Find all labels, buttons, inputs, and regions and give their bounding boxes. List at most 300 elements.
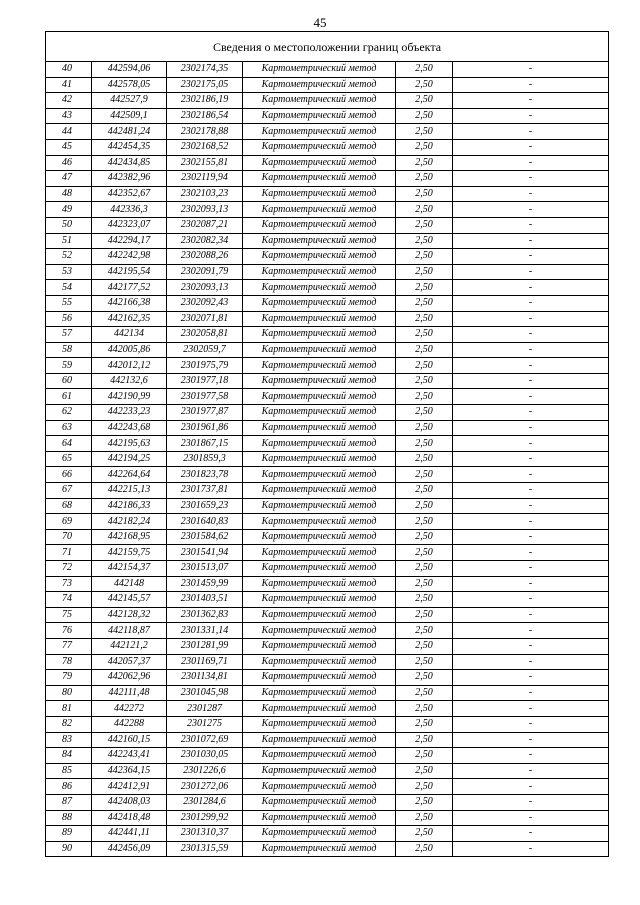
method-cell: Картометрический метод: [243, 389, 396, 405]
coord-x-cell: 442159,75: [92, 545, 167, 561]
point-number-cell: 41: [46, 77, 92, 93]
coord-y-cell: 2302168,52: [167, 139, 243, 155]
description-cell: -: [453, 561, 609, 577]
coord-y-cell: 2301272,06: [167, 779, 243, 795]
table-row: [46, 685, 609, 701]
table-row: [46, 794, 609, 810]
method-cell: Картометрический метод: [243, 358, 396, 374]
accuracy-cell: 2,50: [396, 763, 453, 779]
coordinates-table: [45, 31, 609, 857]
description-cell: -: [453, 358, 609, 374]
coord-x-cell: 442005,86: [92, 342, 167, 358]
point-number-cell: 79: [46, 670, 92, 686]
coord-x-cell: 442441,11: [92, 826, 167, 842]
accuracy-cell: 2,50: [396, 467, 453, 483]
point-number-cell: 72: [46, 561, 92, 577]
coord-y-cell: 2301299,92: [167, 810, 243, 826]
point-number-cell: 55: [46, 295, 92, 311]
table-row: [46, 233, 609, 249]
coord-x-cell: 442481,24: [92, 124, 167, 140]
method-cell: Картометрический метод: [243, 249, 396, 265]
point-number-cell: 54: [46, 280, 92, 296]
point-number-cell: 64: [46, 436, 92, 452]
table-row: [46, 451, 609, 467]
accuracy-cell: 2,50: [396, 295, 453, 311]
description-cell: -: [453, 202, 609, 218]
coord-y-cell: 2301859,3: [167, 451, 243, 467]
coord-y-cell: 2301459,99: [167, 576, 243, 592]
method-cell: Картометрический метод: [243, 373, 396, 389]
accuracy-cell: 2,50: [396, 779, 453, 795]
table-row: [46, 763, 609, 779]
description-cell: -: [453, 311, 609, 327]
coord-y-cell: 2301541,94: [167, 545, 243, 561]
coord-y-cell: 2301867,15: [167, 436, 243, 452]
coord-x-cell: 442062,96: [92, 670, 167, 686]
accuracy-cell: 2,50: [396, 701, 453, 717]
table-row: [46, 108, 609, 124]
method-cell: Картометрический метод: [243, 607, 396, 623]
method-cell: Картометрический метод: [243, 654, 396, 670]
table-row: [46, 732, 609, 748]
method-cell: Картометрический метод: [243, 233, 396, 249]
table-row: [46, 545, 609, 561]
coord-x-cell: 442195,63: [92, 436, 167, 452]
coord-y-cell: 2302058,81: [167, 327, 243, 343]
coord-x-cell: 442594,06: [92, 62, 167, 78]
coord-y-cell: 2302175,05: [167, 77, 243, 93]
description-cell: -: [453, 124, 609, 140]
point-number-cell: 86: [46, 779, 92, 795]
accuracy-cell: 2,50: [396, 171, 453, 187]
point-number-cell: 89: [46, 826, 92, 842]
coord-y-cell: 2302082,34: [167, 233, 243, 249]
coord-y-cell: 2301737,81: [167, 483, 243, 499]
accuracy-cell: 2,50: [396, 685, 453, 701]
method-cell: Картометрический метод: [243, 576, 396, 592]
accuracy-cell: 2,50: [396, 623, 453, 639]
coord-x-cell: 442012,12: [92, 358, 167, 374]
table-row: [46, 498, 609, 514]
method-cell: Картометрический метод: [243, 498, 396, 514]
description-cell: -: [453, 810, 609, 826]
accuracy-cell: 2,50: [396, 748, 453, 764]
coord-x-cell: 442454,35: [92, 139, 167, 155]
table-row: [46, 514, 609, 530]
coord-x-cell: 442121,2: [92, 638, 167, 654]
table-row: [46, 701, 609, 717]
accuracy-cell: 2,50: [396, 311, 453, 327]
accuracy-cell: 2,50: [396, 405, 453, 421]
point-number-cell: 45: [46, 139, 92, 155]
table-row: [46, 420, 609, 436]
table-row: [46, 607, 609, 623]
description-cell: -: [453, 342, 609, 358]
table-row: [46, 124, 609, 140]
method-cell: Картометрический метод: [243, 701, 396, 717]
table-row: [46, 670, 609, 686]
description-cell: -: [453, 389, 609, 405]
coord-x-cell: 442154,37: [92, 561, 167, 577]
accuracy-cell: 2,50: [396, 545, 453, 561]
accuracy-cell: 2,50: [396, 249, 453, 265]
point-number-cell: 56: [46, 311, 92, 327]
coord-y-cell: 2302186,54: [167, 108, 243, 124]
coord-y-cell: 2301281,99: [167, 638, 243, 654]
coord-x-cell: 442190,99: [92, 389, 167, 405]
coord-x-cell: 442412,91: [92, 779, 167, 795]
table-row: [46, 779, 609, 795]
table-row: [46, 467, 609, 483]
coord-x-cell: 442148: [92, 576, 167, 592]
coord-x-cell: 442408,03: [92, 794, 167, 810]
coord-y-cell: 2301961,86: [167, 420, 243, 436]
coord-y-cell: 2301977,58: [167, 389, 243, 405]
method-cell: Картометрический метод: [243, 592, 396, 608]
table-row: [46, 358, 609, 374]
coord-x-cell: 442243,68: [92, 420, 167, 436]
coord-x-cell: 442288: [92, 716, 167, 732]
coord-x-cell: 442166,38: [92, 295, 167, 311]
method-cell: Картометрический метод: [243, 77, 396, 93]
point-number-cell: 59: [46, 358, 92, 374]
point-number-cell: 62: [46, 405, 92, 421]
method-cell: Картометрический метод: [243, 826, 396, 842]
coord-x-cell: 442186,33: [92, 498, 167, 514]
coord-x-cell: 442128,32: [92, 607, 167, 623]
description-cell: -: [453, 171, 609, 187]
coord-x-cell: 442294,17: [92, 233, 167, 249]
table-row: [46, 748, 609, 764]
point-number-cell: 75: [46, 607, 92, 623]
coord-x-cell: 442132,6: [92, 373, 167, 389]
description-cell: -: [453, 514, 609, 530]
point-number-cell: 47: [46, 171, 92, 187]
accuracy-cell: 2,50: [396, 638, 453, 654]
coord-y-cell: 2301584,62: [167, 529, 243, 545]
table-row: [46, 139, 609, 155]
description-cell: -: [453, 155, 609, 171]
point-number-cell: 77: [46, 638, 92, 654]
description-cell: -: [453, 841, 609, 857]
coord-y-cell: 2301134,81: [167, 670, 243, 686]
accuracy-cell: 2,50: [396, 280, 453, 296]
table-row: [46, 280, 609, 296]
table-row: [46, 576, 609, 592]
table-row: [46, 171, 609, 187]
method-cell: Картометрический метод: [243, 420, 396, 436]
description-cell: -: [453, 607, 609, 623]
table-row: [46, 623, 609, 639]
coord-y-cell: 2301977,87: [167, 405, 243, 421]
method-cell: Картометрический метод: [243, 93, 396, 109]
accuracy-cell: 2,50: [396, 810, 453, 826]
accuracy-cell: 2,50: [396, 592, 453, 608]
coord-x-cell: 442242,98: [92, 249, 167, 265]
accuracy-cell: 2,50: [396, 327, 453, 343]
coord-y-cell: 2302059,7: [167, 342, 243, 358]
accuracy-cell: 2,50: [396, 186, 453, 202]
table-row: [46, 155, 609, 171]
point-number-cell: 69: [46, 514, 92, 530]
coord-y-cell: 2301403,51: [167, 592, 243, 608]
point-number-cell: 60: [46, 373, 92, 389]
method-cell: Картометрический метод: [243, 311, 396, 327]
table-row: [46, 295, 609, 311]
coord-y-cell: 2302103,23: [167, 186, 243, 202]
table-row: [46, 389, 609, 405]
description-cell: -: [453, 280, 609, 296]
table-row: [46, 186, 609, 202]
description-cell: -: [453, 716, 609, 732]
accuracy-cell: 2,50: [396, 108, 453, 124]
method-cell: Картометрический метод: [243, 217, 396, 233]
description-cell: -: [453, 249, 609, 265]
coord-x-cell: 442527,9: [92, 93, 167, 109]
point-number-cell: 50: [46, 217, 92, 233]
method-cell: Картометрический метод: [243, 716, 396, 732]
description-cell: -: [453, 233, 609, 249]
table-row: [46, 592, 609, 608]
point-number-cell: 76: [46, 623, 92, 639]
description-cell: -: [453, 373, 609, 389]
coord-y-cell: 2301331,14: [167, 623, 243, 639]
coord-x-cell: 442434,85: [92, 155, 167, 171]
table-row: [46, 264, 609, 280]
accuracy-cell: 2,50: [396, 93, 453, 109]
method-cell: Картометрический метод: [243, 62, 396, 78]
accuracy-cell: 2,50: [396, 155, 453, 171]
page-number: 45: [313, 15, 327, 30]
table-row: [46, 841, 609, 857]
table-row: [46, 93, 609, 109]
point-number-cell: 44: [46, 124, 92, 140]
table-row: [46, 654, 609, 670]
description-cell: -: [453, 405, 609, 421]
accuracy-cell: 2,50: [396, 451, 453, 467]
point-number-cell: 70: [46, 529, 92, 545]
table-row: [46, 716, 609, 732]
description-cell: -: [453, 670, 609, 686]
coord-y-cell: 2301030,05: [167, 748, 243, 764]
point-number-cell: 63: [46, 420, 92, 436]
coord-x-cell: 442145,57: [92, 592, 167, 608]
method-cell: Картометрический метод: [243, 545, 396, 561]
method-cell: Картометрический метод: [243, 748, 396, 764]
accuracy-cell: 2,50: [396, 358, 453, 374]
method-cell: Картометрический метод: [243, 186, 396, 202]
description-cell: -: [453, 623, 609, 639]
coord-x-cell: 442118,87: [92, 623, 167, 639]
coord-x-cell: 442160,15: [92, 732, 167, 748]
method-cell: Картометрический метод: [243, 841, 396, 857]
coord-x-cell: 442264,64: [92, 467, 167, 483]
coord-x-cell: 442195,54: [92, 264, 167, 280]
accuracy-cell: 2,50: [396, 124, 453, 140]
accuracy-cell: 2,50: [396, 436, 453, 452]
method-cell: Картометрический метод: [243, 108, 396, 124]
coord-y-cell: 2301362,83: [167, 607, 243, 623]
accuracy-cell: 2,50: [396, 716, 453, 732]
accuracy-cell: 2,50: [396, 607, 453, 623]
method-cell: Картометрический метод: [243, 763, 396, 779]
method-cell: Картометрический метод: [243, 295, 396, 311]
accuracy-cell: 2,50: [396, 139, 453, 155]
point-number-cell: 51: [46, 233, 92, 249]
description-cell: -: [453, 420, 609, 436]
accuracy-cell: 2,50: [396, 826, 453, 842]
coord-y-cell: 2302155,81: [167, 155, 243, 171]
point-number-cell: 68: [46, 498, 92, 514]
point-number-cell: 65: [46, 451, 92, 467]
coord-x-cell: 442456,09: [92, 841, 167, 857]
table-header: Сведения о местоположении границ объекта: [46, 32, 609, 62]
description-cell: -: [453, 732, 609, 748]
point-number-cell: 74: [46, 592, 92, 608]
coord-x-cell: 442215,13: [92, 483, 167, 499]
point-number-cell: 40: [46, 62, 92, 78]
table-row: [46, 202, 609, 218]
point-number-cell: 87: [46, 794, 92, 810]
coord-x-cell: 442182,24: [92, 514, 167, 530]
accuracy-cell: 2,50: [396, 561, 453, 577]
accuracy-cell: 2,50: [396, 233, 453, 249]
coord-y-cell: 2302119,94: [167, 171, 243, 187]
coord-y-cell: 2301284,6: [167, 794, 243, 810]
method-cell: Картометрический метод: [243, 623, 396, 639]
method-cell: Картометрический метод: [243, 155, 396, 171]
description-cell: -: [453, 467, 609, 483]
description-cell: -: [453, 638, 609, 654]
accuracy-cell: 2,50: [396, 841, 453, 857]
point-number-cell: 85: [46, 763, 92, 779]
coord-y-cell: 2302071,81: [167, 311, 243, 327]
accuracy-cell: 2,50: [396, 389, 453, 405]
description-cell: -: [453, 779, 609, 795]
accuracy-cell: 2,50: [396, 373, 453, 389]
table-row: [46, 373, 609, 389]
accuracy-cell: 2,50: [396, 420, 453, 436]
method-cell: Картометрический метод: [243, 794, 396, 810]
coord-y-cell: 2301072,69: [167, 732, 243, 748]
point-number-cell: 90: [46, 841, 92, 857]
table-row: [46, 638, 609, 654]
coord-x-cell: 442382,96: [92, 171, 167, 187]
coord-x-cell: 442272: [92, 701, 167, 717]
accuracy-cell: 2,50: [396, 498, 453, 514]
method-cell: Картометрический метод: [243, 670, 396, 686]
description-cell: -: [453, 529, 609, 545]
description-cell: -: [453, 217, 609, 233]
coord-x-cell: 442111,48: [92, 685, 167, 701]
table-row: [46, 561, 609, 577]
coord-x-cell: 442057,37: [92, 654, 167, 670]
coord-y-cell: 2301310,37: [167, 826, 243, 842]
point-number-cell: 73: [46, 576, 92, 592]
coord-x-cell: 442364,15: [92, 763, 167, 779]
coord-y-cell: 2301640,83: [167, 514, 243, 530]
description-cell: -: [453, 576, 609, 592]
description-cell: -: [453, 701, 609, 717]
coord-x-cell: 442194,25: [92, 451, 167, 467]
description-cell: -: [453, 264, 609, 280]
accuracy-cell: 2,50: [396, 514, 453, 530]
table-row: [46, 826, 609, 842]
coord-x-cell: 442578,05: [92, 77, 167, 93]
coord-x-cell: 442509,1: [92, 108, 167, 124]
description-cell: -: [453, 295, 609, 311]
method-cell: Картометрический метод: [243, 810, 396, 826]
coord-y-cell: 2302186,19: [167, 93, 243, 109]
coord-y-cell: 2301275: [167, 716, 243, 732]
description-cell: -: [453, 763, 609, 779]
description-cell: -: [453, 826, 609, 842]
point-number-cell: 43: [46, 108, 92, 124]
accuracy-cell: 2,50: [396, 483, 453, 499]
coord-y-cell: 2301659,23: [167, 498, 243, 514]
point-number-cell: 81: [46, 701, 92, 717]
coord-x-cell: 442336,3: [92, 202, 167, 218]
table-header-row: [46, 32, 609, 62]
table-row: [46, 77, 609, 93]
description-cell: -: [453, 654, 609, 670]
description-cell: -: [453, 483, 609, 499]
description-cell: -: [453, 62, 609, 78]
accuracy-cell: 2,50: [396, 529, 453, 545]
method-cell: Картометрический метод: [243, 280, 396, 296]
coord-x-cell: 442418,48: [92, 810, 167, 826]
coord-y-cell: 2301823,78: [167, 467, 243, 483]
description-cell: -: [453, 77, 609, 93]
coord-y-cell: 2302093,13: [167, 280, 243, 296]
coord-y-cell: 2301287: [167, 701, 243, 717]
description-cell: -: [453, 545, 609, 561]
method-cell: Картометрический метод: [243, 451, 396, 467]
point-number-cell: 42: [46, 93, 92, 109]
table-row: [46, 249, 609, 265]
coord-y-cell: 2302174,35: [167, 62, 243, 78]
point-number-cell: 80: [46, 685, 92, 701]
method-cell: Картометрический метод: [243, 732, 396, 748]
coord-x-cell: 442134: [92, 327, 167, 343]
accuracy-cell: 2,50: [396, 654, 453, 670]
point-number-cell: 83: [46, 732, 92, 748]
description-cell: -: [453, 592, 609, 608]
accuracy-cell: 2,50: [396, 794, 453, 810]
point-number-cell: 71: [46, 545, 92, 561]
method-cell: Картометрический метод: [243, 561, 396, 577]
description-cell: -: [453, 186, 609, 202]
accuracy-cell: 2,50: [396, 576, 453, 592]
point-number-cell: 82: [46, 716, 92, 732]
table-row: [46, 405, 609, 421]
method-cell: Картометрический метод: [243, 342, 396, 358]
coord-y-cell: 2301513,07: [167, 561, 243, 577]
description-cell: -: [453, 327, 609, 343]
method-cell: Картометрический метод: [243, 436, 396, 452]
table-row: [46, 342, 609, 358]
coord-x-cell: 442323,07: [92, 217, 167, 233]
method-cell: Картометрический метод: [243, 139, 396, 155]
accuracy-cell: 2,50: [396, 732, 453, 748]
coord-x-cell: 442177,52: [92, 280, 167, 296]
coord-y-cell: 2301315,59: [167, 841, 243, 857]
accuracy-cell: 2,50: [396, 217, 453, 233]
point-number-cell: 57: [46, 327, 92, 343]
method-cell: Картометрический метод: [243, 264, 396, 280]
coord-x-cell: 442243,41: [92, 748, 167, 764]
table-row: [46, 810, 609, 826]
